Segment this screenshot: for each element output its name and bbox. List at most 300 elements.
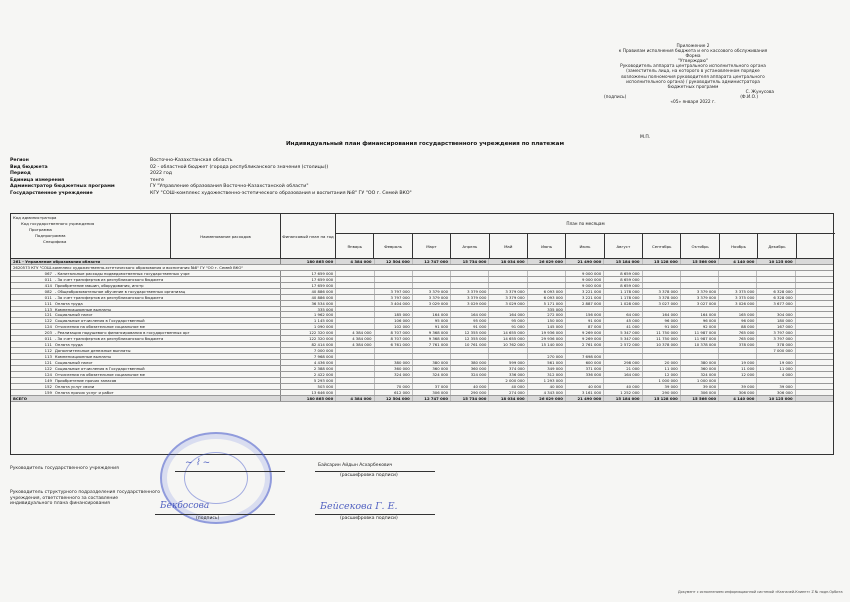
month-cell: 15 128 000 (642, 396, 680, 401)
month-cell: 10 378 000 (642, 342, 680, 347)
row-code: 203 (44, 330, 52, 336)
info-value: ГУ "Управление образования Восточно-Казахстанской области" (150, 184, 309, 189)
month-cell: 3 379 000 (412, 289, 450, 294)
month-cell: 164 000 (488, 312, 526, 317)
month-cell: 88 000 (718, 324, 756, 329)
signature-block-head (10, 466, 119, 472)
month-cell (565, 307, 603, 312)
row-label: ВСЕГО (13, 395, 27, 401)
month-cell: 8 707 000 (374, 336, 412, 341)
info-row (10, 191, 412, 198)
signature-line (155, 514, 275, 515)
header-code-label: Программа (29, 227, 52, 232)
month-cell: 600 000 (565, 360, 603, 365)
month-cell: 10 378 000 (680, 342, 718, 347)
row-code: 122 (44, 365, 52, 371)
month-cell: 29 936 000 (527, 336, 565, 341)
row-name: - Общеобразовательное обучение в государственных организац (54, 288, 186, 294)
row-code: 121 (44, 359, 52, 365)
month-cell: 91 000 (642, 324, 680, 329)
month-cell: 92 000 (680, 324, 718, 329)
month-cell: 1 000 000 (680, 378, 718, 383)
header-month: Май (490, 234, 528, 259)
month-cell: 167 000 (756, 324, 794, 329)
row-code: 113 (44, 306, 52, 312)
month-cell (335, 271, 373, 276)
month-cell: 336 000 (565, 372, 603, 377)
month-cell: 39 000 (718, 384, 756, 389)
month-cell: 6 328 000 (756, 295, 794, 300)
month-cell (603, 348, 641, 353)
month-cell (565, 378, 603, 383)
month-cell (680, 307, 718, 312)
month-cell: 3 379 000 (488, 289, 526, 294)
month-cell: 180 000 (756, 318, 794, 323)
month-cell: 39 000 (756, 384, 794, 389)
signature-line (315, 471, 435, 472)
row-annual-amount: 180 865 000 (280, 396, 335, 401)
month-cell: 306 000 (756, 390, 794, 395)
row-monthly-values (335, 390, 833, 395)
month-cell (374, 283, 412, 288)
month-cell (374, 348, 412, 353)
month-cell-extra (795, 283, 833, 288)
row-annual-amount: 40 886 000 (280, 295, 335, 300)
month-cell: 6 093 000 (527, 289, 565, 294)
month-cell: 7 698 000 (565, 354, 603, 359)
month-cell: 20 000 (642, 360, 680, 365)
month-cell: 360 000 (680, 366, 718, 371)
month-cell: 87 000 (565, 324, 603, 329)
row-code: 159 (44, 389, 52, 395)
month-cell: 7 761 000 (412, 342, 450, 347)
row-monthly-values (335, 372, 833, 377)
header-month: Январь (336, 234, 374, 259)
row-annual-amount: 17 659 000 (280, 277, 335, 282)
month-cell: 70 000 (374, 384, 412, 389)
month-cell (527, 271, 565, 276)
approval-line: (заместитель лица, на которого в установленном порядке (626, 69, 760, 75)
month-cell: 5 347 000 (603, 330, 641, 335)
month-cell (335, 390, 373, 395)
month-cell (680, 271, 718, 276)
header-month: Апрель (451, 234, 489, 259)
month-cell: 96 000 (718, 318, 756, 323)
month-cell: 102 000 (374, 324, 412, 329)
table-header (11, 214, 833, 259)
month-cell: 6 761 000 (374, 342, 412, 347)
row-monthly-values (335, 312, 833, 317)
row-name: Отчисления на обязательное социальное ме (54, 371, 145, 377)
month-cell (565, 348, 603, 353)
month-cell: 14 655 000 (488, 330, 526, 335)
month-cell: 10 125 000 (756, 259, 794, 264)
row-annual-amount: 2 422 000 (280, 372, 335, 377)
approval-line: Руководитель аппарата центрального исполнительного органа (620, 64, 766, 70)
month-cell (450, 354, 488, 359)
month-cell: 371 000 (565, 366, 603, 371)
row-annual-amount: 17 659 000 (280, 283, 335, 288)
approval-signer: С. Жунусова (745, 89, 774, 95)
month-cell: 3 797 000 (374, 295, 412, 300)
month-cell: 3 221 000 (565, 289, 603, 294)
info-key: Единица измерения (10, 177, 65, 183)
month-cell: 3 375 000 (718, 289, 756, 294)
row-code: 112 (44, 348, 52, 354)
month-cell (374, 354, 412, 359)
info-value: 2022 год (150, 171, 172, 176)
month-cell: 3 378 000 (642, 289, 680, 294)
approval-line: бюджетных программ (667, 84, 719, 90)
month-cell-extra (795, 307, 833, 312)
month-cell: 306 000 (680, 390, 718, 395)
header-month: Март (413, 234, 451, 259)
month-cell: 40 000 (450, 384, 488, 389)
month-cell: 290 000 (450, 390, 488, 395)
row-code: 111 (44, 342, 52, 348)
month-cell (412, 283, 450, 288)
month-cell: 11 000 (718, 366, 756, 371)
month-cell: 45 000 (603, 318, 641, 323)
month-cell (335, 372, 373, 377)
month-cell: 3 404 000 (374, 301, 412, 306)
header-month: Ноябрь (720, 234, 758, 259)
header-codes (11, 214, 171, 258)
header-code-label: Код администратора (13, 215, 57, 220)
row-monthly-values (335, 318, 833, 323)
month-cell: 11 000 (756, 366, 794, 371)
month-cell: 270 000 (527, 354, 565, 359)
month-cell: 8 659 000 (603, 283, 641, 288)
month-cell: 3 029 000 (412, 301, 450, 306)
month-cell (335, 307, 373, 312)
row-name: Социальный налог (54, 312, 93, 318)
row-code: 011 (44, 276, 52, 282)
month-cell (335, 289, 373, 294)
total-row (11, 396, 833, 402)
month-cell: 12 355 000 (450, 336, 488, 341)
header-month: Сентябрь (643, 234, 681, 259)
row-annual-amount: 1 090 000 (280, 324, 335, 329)
month-cell: 380 000 (374, 360, 412, 365)
row-name: Социальный налог (54, 359, 93, 365)
row-name: Компенсационные выплаты (54, 354, 112, 359)
month-cell: 95 000 (412, 318, 450, 323)
row-annual-amount: 335 000 (280, 307, 335, 312)
row-name: Социальные отчисления в Государственный (54, 318, 145, 324)
row-annual-amount: 36 534 000 (280, 301, 335, 306)
month-cell: 1 028 000 (603, 301, 641, 306)
month-cell (488, 354, 526, 359)
row-name: Оплата прочих услуг и работ (54, 389, 114, 395)
month-cell: 324 000 (450, 372, 488, 377)
month-cell (756, 271, 794, 276)
month-cell (756, 354, 794, 359)
month-cell: 15 566 000 (680, 396, 718, 401)
month-cell: 298 000 (603, 360, 641, 365)
row-code: 124 (44, 371, 52, 377)
month-cell: 3 026 000 (718, 301, 756, 306)
month-cell-extra (795, 360, 833, 365)
month-cell: 9 368 000 (412, 336, 450, 341)
month-cell (335, 378, 373, 383)
row-monthly-values (335, 354, 833, 359)
row-monthly-values (335, 259, 833, 264)
month-cell (335, 360, 373, 365)
signature-role: Руководитель государственного учреждения (10, 466, 119, 471)
month-cell: 380 000 (680, 360, 718, 365)
month-cell-extra (795, 271, 833, 276)
month-cell: 21 490 000 (565, 396, 603, 401)
row-annual-amount: 180 865 000 (280, 259, 335, 264)
month-cell: 95 000 (450, 318, 488, 323)
month-cell (488, 348, 526, 353)
month-cell: 324 000 (412, 372, 450, 377)
month-cell: 8 659 000 (603, 277, 641, 282)
approval-date: «05» января 2022 г. (670, 100, 716, 106)
signature-block-responsible (10, 490, 160, 507)
row-code: 111 (44, 300, 52, 306)
info-value: 02 - областной бюджет (города республиканского значения (столицы)) (150, 164, 329, 170)
row-code: 082 (44, 288, 52, 294)
row-annual-amount: 122 320 000 (280, 336, 335, 341)
month-cell (488, 271, 526, 276)
row-name: Приобретение прочих запасов (54, 377, 117, 383)
month-cell: 3 027 000 (680, 301, 718, 306)
month-cell: 4 384 000 (335, 259, 373, 264)
row-annual-amount: 5 293 000 (280, 378, 335, 383)
row-annual-amount: 17 659 000 (280, 271, 335, 276)
month-cell (642, 283, 680, 288)
month-cell: 5 171 000 (527, 301, 565, 306)
row-monthly-values (335, 366, 833, 371)
month-cell (335, 354, 373, 359)
row-monthly-values (335, 295, 833, 300)
month-cell (412, 378, 450, 383)
signature-caption: (подпись) (196, 516, 220, 521)
row-name: Приобретение машин, оборудования, инстр (54, 282, 144, 288)
month-cell: 40 000 (527, 384, 565, 389)
row-monthly-values (335, 277, 833, 282)
month-cell: 2 572 000 (603, 342, 641, 347)
month-cell-extra (795, 366, 833, 371)
month-cell: 4 384 000 (335, 330, 373, 335)
month-cell-extra (795, 372, 833, 377)
header-month-extra (797, 234, 835, 259)
row-annual-amount: 40 886 000 (280, 289, 335, 294)
month-cell (718, 378, 756, 383)
row-annual-amount: 1 145 000 (280, 318, 335, 323)
month-cell (642, 307, 680, 312)
month-cell: 12 504 000 (374, 259, 412, 264)
month-cell: 10 125 000 (756, 396, 794, 401)
month-cell: 8 659 000 (603, 271, 641, 276)
month-cell (374, 307, 412, 312)
month-cell: 19 000 (718, 360, 756, 365)
month-cell: 3 029 000 (450, 301, 488, 306)
month-cell (718, 271, 756, 276)
month-cell: 96 000 (642, 318, 680, 323)
row-monthly-values (335, 384, 833, 389)
row-code: 011 (44, 294, 52, 300)
month-cell: 4 384 000 (335, 342, 373, 347)
month-cell: 3 797 000 (756, 336, 794, 341)
month-cell: 18 034 000 (488, 259, 526, 264)
month-cell-extra (795, 378, 833, 383)
row-code: 113 (44, 354, 52, 359)
row-monthly-values (335, 301, 833, 306)
month-cell: 765 000 (718, 330, 756, 335)
month-cell: 14 655 000 (488, 336, 526, 341)
month-cell: 165 000 (718, 312, 756, 317)
row-name: Дополнительные денежные выплаты (54, 348, 131, 353)
month-cell: 272 000 (527, 312, 565, 317)
row-monthly-values (335, 342, 833, 347)
month-cell (718, 283, 756, 288)
month-cell (680, 348, 718, 353)
row-code: 152 (44, 383, 52, 389)
signature-role: Руководитель структурного подразделения государственного (10, 490, 160, 495)
month-cell: 274 000 (488, 390, 526, 395)
header-code-label: Подпрограмма (35, 233, 66, 238)
month-cell: 306 000 (412, 390, 450, 395)
month-cell-extra (795, 390, 833, 395)
month-cell: 3 029 000 (488, 301, 526, 306)
month-cell (603, 354, 641, 359)
signature-label: (подпись) (604, 94, 627, 100)
signature-name: Байсарин Айдын Асхарбекович (318, 463, 393, 468)
row-name: Компенсационные выплаты (54, 306, 112, 312)
month-cell: 64 000 (603, 312, 641, 317)
month-cell: 1 000 000 (642, 378, 680, 383)
header-annual-plan: Финансовый план на год (281, 214, 336, 258)
month-cell (718, 348, 756, 353)
signature-name: Бейсекова Г. Е. (320, 501, 398, 512)
month-cell: 3 221 000 (565, 295, 603, 300)
month-cell: 21 000 (603, 366, 641, 371)
month-cell-extra (795, 354, 833, 359)
month-cell: 15 566 000 (680, 259, 718, 264)
month-cell: 3 379 000 (450, 289, 488, 294)
month-cell: 40 000 (565, 384, 603, 389)
month-cell: 3 677 000 (756, 301, 794, 306)
table-body (11, 259, 833, 402)
month-cell (527, 348, 565, 353)
month-cell: 164 000 (680, 312, 718, 317)
month-cell: 9 269 000 (565, 330, 603, 335)
month-cell: 12 747 000 (412, 259, 450, 264)
row-annual-amount: 122 320 000 (280, 330, 335, 335)
header-months-title: План по месяцам (336, 214, 835, 234)
row-monthly-values (335, 348, 833, 353)
month-cell (335, 348, 373, 353)
month-cell (642, 354, 680, 359)
approval-line: Форма (685, 54, 701, 60)
row-code: 121 (44, 312, 52, 318)
row-monthly-values (335, 289, 833, 294)
row-name: - За счет трансфертов из республиканского бюджета (54, 294, 164, 300)
month-cell: 290 000 (642, 390, 680, 395)
month-cell: 360 000 (412, 366, 450, 371)
row-code: 067 (44, 270, 52, 276)
month-cell: 306 000 (718, 390, 756, 395)
month-cell (680, 277, 718, 282)
seal-place-label: М.П. (640, 135, 651, 140)
month-cell: 378 000 (718, 342, 756, 347)
month-cell: 39 000 (680, 384, 718, 389)
month-cell-extra (795, 312, 833, 317)
row-annual-amount: 1 962 000 (280, 312, 335, 317)
month-cell: 324 000 (680, 372, 718, 377)
month-cell: 164 000 (642, 312, 680, 317)
row-monthly-values (335, 336, 833, 341)
month-cell: 11 987 000 (680, 336, 718, 341)
approval-line: возложены полномочия руководителя аппарата центрального (621, 74, 765, 80)
month-cell: 164 000 (450, 312, 488, 317)
month-cell: 3 379 000 (488, 295, 526, 300)
month-cell: 185 000 (374, 312, 412, 317)
month-cell: 380 000 (412, 360, 450, 365)
month-cell: 40 000 (603, 384, 641, 389)
month-cell (335, 366, 373, 371)
row-monthly-values (335, 378, 833, 383)
month-cell: 10 762 000 (488, 342, 526, 347)
header-month: Декабрь (758, 234, 796, 259)
row-name: - Капитальные расходы подведомственных государственных учре (54, 270, 190, 276)
month-cell: 335 000 (527, 307, 565, 312)
month-cell (412, 307, 450, 312)
header-month-columns (336, 234, 835, 259)
month-cell (335, 312, 373, 317)
month-cell (374, 277, 412, 282)
approval-line: к Правилам исполнения бюджета и его кассового обслуживания (618, 49, 768, 55)
month-cell: 12 355 000 (450, 330, 488, 335)
info-value: Восточно-Казахстанская область (150, 158, 233, 163)
month-cell: 324 000 (374, 372, 412, 377)
month-cell (680, 283, 718, 288)
header-month: Октябрь (681, 234, 719, 259)
month-cell: 164 000 (412, 312, 450, 317)
row-monthly-values (335, 396, 833, 401)
row-annual-amount: 7 000 000 (280, 348, 335, 353)
month-cell: 561 000 (527, 360, 565, 365)
header-code-label: Специфика (43, 239, 67, 244)
month-cell (527, 283, 565, 288)
month-cell-extra (795, 318, 833, 323)
month-cell: 3 027 000 (642, 301, 680, 306)
month-cell: 164 000 (603, 372, 641, 377)
month-cell-extra (795, 336, 833, 341)
month-cell: 3 379 000 (680, 289, 718, 294)
month-cell: 156 000 (565, 312, 603, 317)
month-cell (335, 283, 373, 288)
month-cell: 3 797 000 (374, 289, 412, 294)
month-cell (756, 378, 794, 383)
month-cell (412, 271, 450, 276)
month-cell: 1 293 000 (527, 378, 565, 383)
month-cell: 91 000 (488, 324, 526, 329)
info-value: тенге (150, 177, 165, 183)
month-cell: 11 000 (642, 366, 680, 371)
header-code-label: Код государственного учреждения (21, 221, 95, 226)
month-cell: 15 184 000 (603, 259, 641, 264)
month-cell: 15 184 000 (603, 396, 641, 401)
month-cell: 40 000 (488, 384, 526, 389)
header-month: Февраль (374, 234, 412, 259)
finance-plan-table (10, 213, 834, 455)
month-cell: 6 328 000 (756, 289, 794, 294)
month-cell: 9 269 000 (565, 336, 603, 341)
